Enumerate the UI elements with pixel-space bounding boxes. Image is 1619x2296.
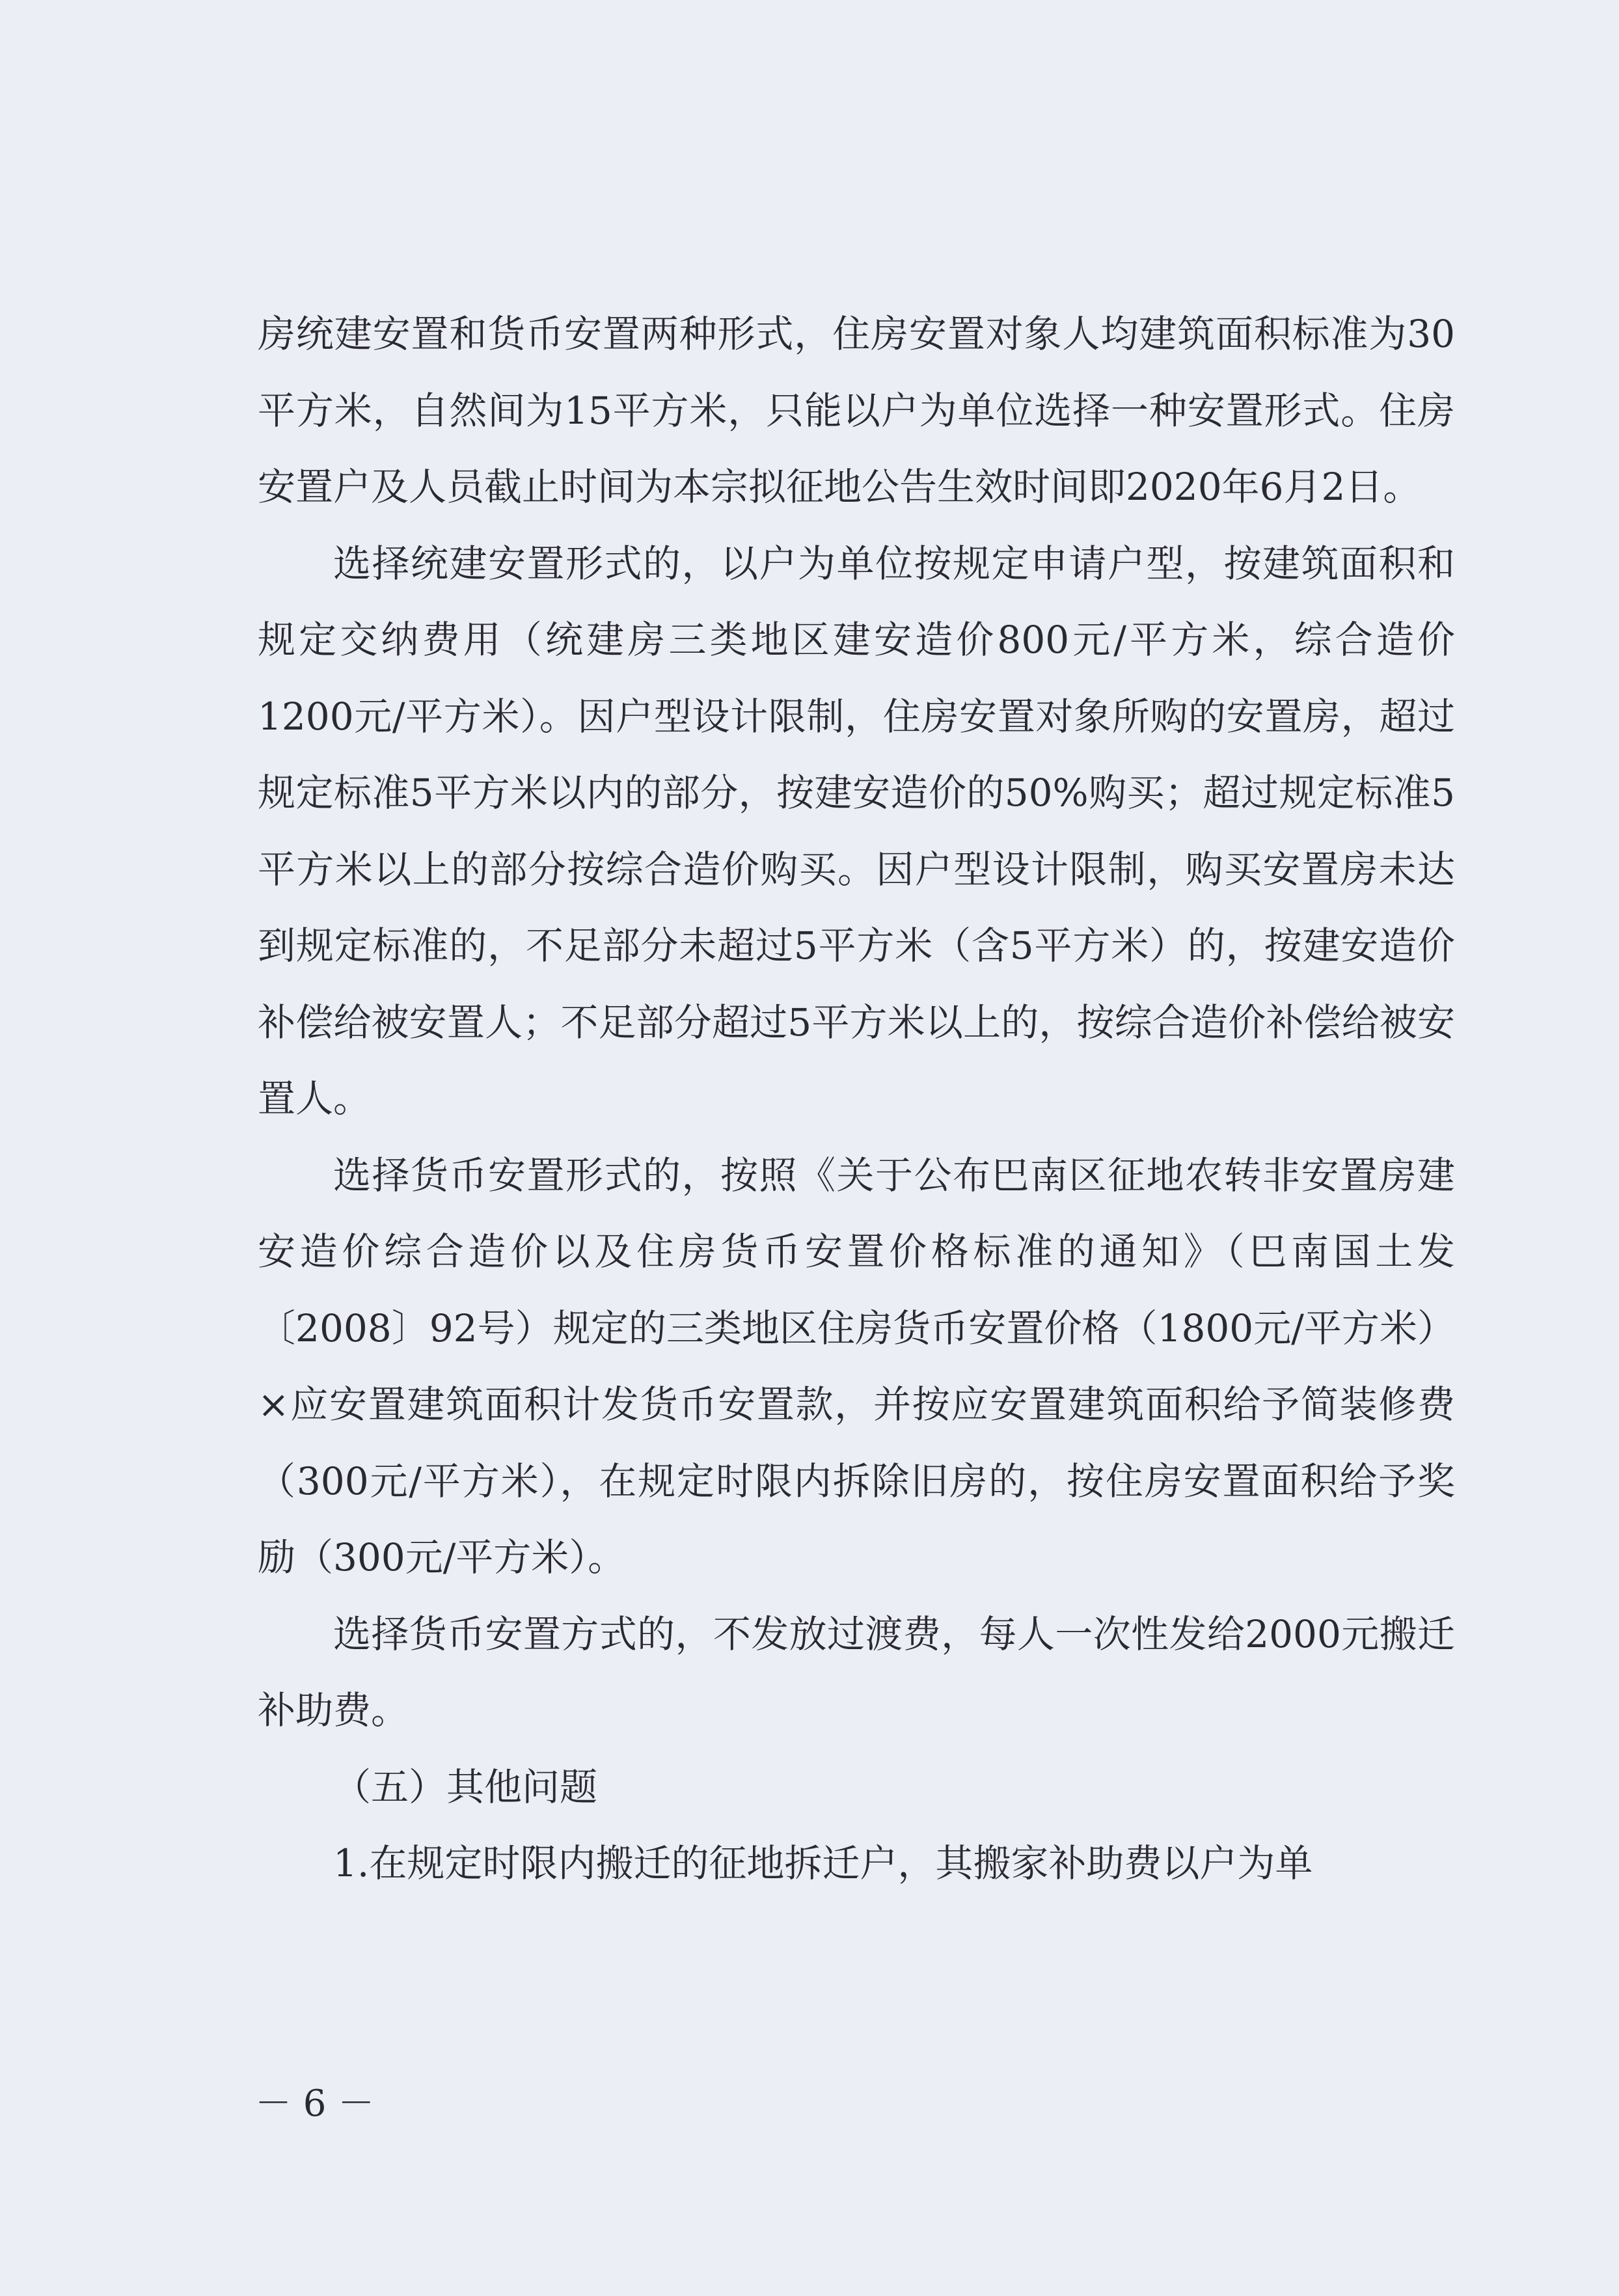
paragraph-unified-resettlement: 选择统建安置形式的，以户为单位按规定申请户型，按建筑面积和规定交纳费用（统建房三类地区建安造价800元/平方米，综合造价1200元/平方米）。因户型设计限制，住房安置对象所购的安置房，超过规定标准5平方米以内的部分，按建安造价的50%购买；超过规定标准5平方米以上的部分按综合造价购买。因户型设计限制，购买安置房未达到规定标准的，不足部分未超过5平方米（含5平方米）的，按建安造价补偿给被安置人；不足部分超过5平方米以上的，按综合造价补偿给被安置人。 — [258, 541, 1455, 1121]
paragraph-item-1: 1.在规定时限内搬迁的征地拆迁户，其搬家补助费以户为单 — [333, 1841, 1313, 1885]
paragraph-relocation-subsidy: 选择货币安置方式的，不发放过渡费，每人一次性发给2000元搬迁补助费。 — [258, 1611, 1455, 1732]
document-body — [258, 296, 1455, 1902]
page-number: － 6 － — [255, 2083, 375, 2125]
section-heading-other-issues: （五）其他问题 — [333, 1764, 598, 1809]
paragraph-monetary-resettlement: 选择货币安置形式的，按照《关于公布巴南区征地农转非安置房建安造价综合造价以及住房货币安置价格标准的通知》（巴南国土发〔2008〕92号）规定的三类地区住房货币安置价格（1800元/平方米）×应安置建筑面积计发货币安置款，并按应安置建筑面积给予简装修费（300元/平方米），在规定时限内拆除旧房的，按住房安置面积给予奖励（300元/平方米）。 — [258, 1153, 1455, 1579]
paragraph-continuation: 房统建安置和货币安置两种形式，住房安置对象人均建筑面积标准为30平方米，自然间为15平方米，只能以户为单位选择一种安置形式。住房安置户及人员截止时间为本宗拟征地公告生效时间即2020年6月2日。 — [258, 312, 1455, 509]
